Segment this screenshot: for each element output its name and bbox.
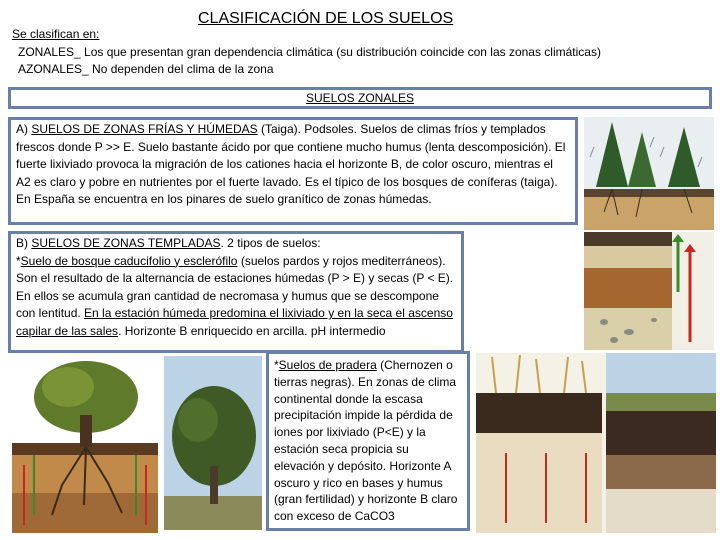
taiga-forest-illustration <box>584 117 714 230</box>
prairie-chernozem-illustration <box>476 353 716 533</box>
zonal-soils-banner <box>8 87 712 109</box>
section-a-heading: SUELOS DE ZONAS FRÍAS Y HÚMEDAS <box>31 122 258 136</box>
section-a-prefix: A) <box>16 122 32 136</box>
section-b-subheading: Suelo de bosque caducifolio y esclerófilo <box>20 253 238 268</box>
oak-tree-photo <box>164 356 262 530</box>
section-c-subheading: Suelos de pradera <box>278 358 377 372</box>
section-b-intro: . 2 tipos de suelos: <box>220 236 321 250</box>
page-title: CLASIFICACIÓN DE LOS SUELOS <box>198 10 454 27</box>
soil-profile-illustration <box>584 232 714 350</box>
section-b-star: * <box>16 253 21 268</box>
section-a-text: (Taiga). Podsoles. Suelos de climas fríos y templados frescos donde P >> E. Suelo bastante ácido por que contiene mucho humus (lenta descomposición). El fuerte lixiviado provoca la migración de los cationes hacia el horizonte B, de color oscuro, mientras el A2 es claro y pobre en nutrientes por el fuerte lavado. Es el típico de los bosques de coníferas (taiga). En España se encuentra en los pinares de suelo granítico de zonas húmedas. <box>16 122 566 206</box>
section-c-star: * <box>274 358 279 372</box>
section-b-heading: SUELOS DE ZONAS TEMPLADAS <box>31 236 221 250</box>
classify-label-text: Se clasifican en: <box>12 27 100 41</box>
section-c-box <box>266 351 470 531</box>
section-c-text: (Chernozen o tierras negras). En zonas de clima continental donde la escasa precipitación impide la pérdida de iones por lixiviado (P<E) y la estación seca propicia su elevación y depósito. Horizonte A oscuro y rico en bases y humus (gran fertilidad) y horizonte B claro con exceso de CaCO3 <box>274 358 458 524</box>
classify-label <box>12 26 99 42</box>
zonales-definition: ZONALES_ Los que presentan gran dependencia climática (su distribución coincide con las zonas climáticas) <box>18 45 601 59</box>
banner-label: SUELOS ZONALES <box>305 91 415 105</box>
section-a-box <box>8 117 578 225</box>
section-b-text2: . Horizonte B enriquecido en arcilla. pH intermedio <box>118 323 386 338</box>
deciduous-tree-roots-illustration <box>12 355 158 533</box>
section-b-box <box>8 231 464 353</box>
azonales-definition: AZONALES_ No dependen del clima de la zona <box>18 62 274 76</box>
section-b-prefix: B) <box>16 236 32 250</box>
section-b-text1: (suelos pardos y rojos mediterráneos). Son el resultado de la alternancia de estaciones húmedas (P > E) y secas (P < E). En ellos se acumula gran cantidad de necromasa y humus que se descompone con lentitud. <box>16 253 454 320</box>
section-b-underlined: En la estación húmeda predomina el lixiviado y en la seca el ascenso capilar de las sales <box>16 306 453 338</box>
